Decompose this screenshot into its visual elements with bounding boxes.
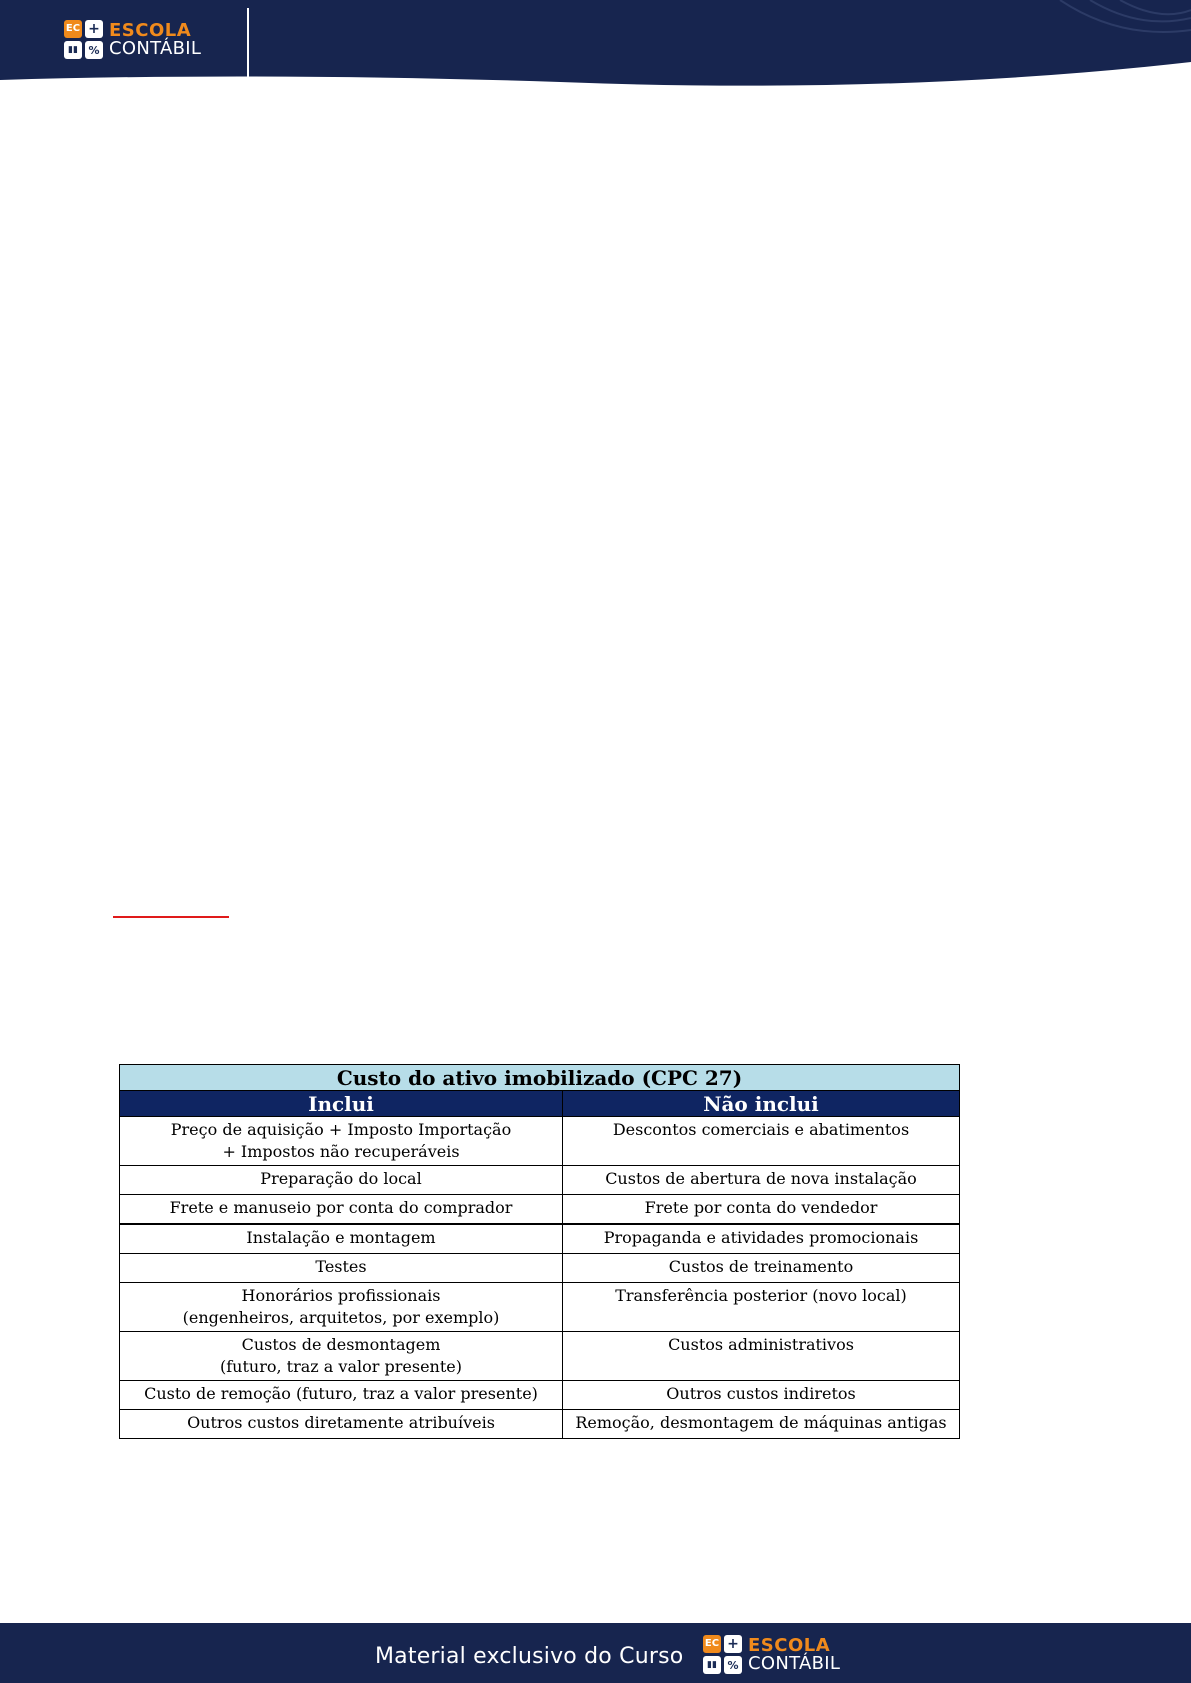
- cell-text: Remoção, desmontagem de máquinas antigas: [575, 1413, 947, 1432]
- table-row: [120, 1381, 960, 1410]
- column-header-inclui: Inclui: [120, 1091, 563, 1117]
- cell-text: + Impostos não recuperáveis: [222, 1142, 460, 1161]
- percent-icon: %: [85, 41, 103, 59]
- table-row: [120, 1224, 960, 1254]
- cell-inclui: [120, 1117, 563, 1166]
- cell-text: (engenheiros, arquitetos, por exemplo): [182, 1308, 500, 1327]
- cell-text: Custos de desmontagem: [241, 1335, 441, 1354]
- cell-inclui: [120, 1224, 563, 1254]
- cell-nao-inclui: [563, 1224, 960, 1254]
- logo-line2: CONTÁBIL: [109, 37, 202, 59]
- footer-text: Material exclusivo do Curso: [375, 1644, 684, 1669]
- page-header: [0, 0, 1191, 90]
- cell-nao-inclui: [563, 1195, 960, 1225]
- table-row: [120, 1254, 960, 1283]
- cell-text: Descontos comerciais e abatimentos: [612, 1120, 910, 1139]
- cell-nao-inclui: [563, 1410, 960, 1439]
- table-title: Custo do ativo imobilizado (CPC 27): [120, 1065, 960, 1091]
- cell-text: Custos de abertura de nova instalação: [605, 1169, 917, 1188]
- cell-inclui: [120, 1283, 563, 1332]
- percent-icon: %: [724, 1656, 742, 1674]
- cell-nao-inclui: [563, 1283, 960, 1332]
- cell-inclui: [120, 1410, 563, 1439]
- cell-text: Frete e manuseio por conta do comprador: [169, 1198, 513, 1217]
- plus-icon: +: [724, 1635, 742, 1653]
- cell-text: Preparação do local: [260, 1169, 422, 1188]
- cell-inclui: [120, 1195, 563, 1225]
- table-row: [120, 1117, 960, 1166]
- plus-icon: +: [85, 20, 103, 38]
- table-row: [120, 1166, 960, 1195]
- logo-ec-badge: EC: [703, 1635, 721, 1653]
- cell-nao-inclui: [563, 1166, 960, 1195]
- cell-text: (futuro, traz a valor presente): [220, 1357, 462, 1376]
- cell-text: Custos de treinamento: [668, 1257, 854, 1276]
- bar-chart-icon: ▮▮: [703, 1656, 721, 1674]
- table-row: [120, 1332, 960, 1381]
- red-underline: [113, 916, 229, 918]
- cell-inclui: [120, 1332, 563, 1381]
- table-row: [120, 1283, 960, 1332]
- cell-nao-inclui: [563, 1381, 960, 1410]
- cell-text: Honorários profissionais: [241, 1286, 441, 1305]
- cell-inclui: [120, 1166, 563, 1195]
- logo-icon-grid: [703, 1635, 742, 1674]
- cost-table: [119, 1064, 960, 1439]
- cell-nao-inclui: [563, 1254, 960, 1283]
- logo-line2: CONTÁBIL: [748, 1652, 841, 1674]
- table-row: [120, 1195, 960, 1225]
- logo-wordmark: [748, 1634, 841, 1674]
- header-logo: [64, 20, 201, 59]
- cell-inclui: [120, 1254, 563, 1283]
- cell-text: Outros custos diretamente atribuíveis: [187, 1413, 495, 1432]
- header-divider: [247, 8, 249, 80]
- cell-text: Outros custos indiretos: [666, 1384, 856, 1403]
- logo-icon-grid: [64, 20, 103, 59]
- logo-line1: ESCOLA: [109, 19, 192, 41]
- cell-text: Preço de aquisição + Imposto Importação: [170, 1120, 512, 1139]
- cell-inclui: [120, 1381, 563, 1410]
- table-row: [120, 1410, 960, 1439]
- cell-text: Instalação e montagem: [246, 1228, 436, 1247]
- logo-ec-badge: EC: [64, 20, 82, 38]
- footer-logo: [703, 1635, 840, 1674]
- cell-text: Frete por conta do vendedor: [644, 1198, 878, 1217]
- bar-chart-icon: ▮▮: [64, 41, 82, 59]
- cell-text: Custo de remoção (futuro, traz a valor presente): [144, 1384, 538, 1403]
- column-header-nao-inclui: Não inclui: [563, 1091, 960, 1117]
- cell-text: Propaganda e atividades promocionais: [603, 1228, 919, 1247]
- cell-text: Transferência posterior (novo local): [615, 1286, 907, 1305]
- cell-text: Testes: [315, 1257, 367, 1276]
- logo-wordmark: [109, 19, 202, 59]
- logo-line1: ESCOLA: [748, 1634, 831, 1656]
- cell-nao-inclui: [563, 1117, 960, 1166]
- cell-text: Custos administrativos: [668, 1335, 854, 1354]
- cell-nao-inclui: [563, 1332, 960, 1381]
